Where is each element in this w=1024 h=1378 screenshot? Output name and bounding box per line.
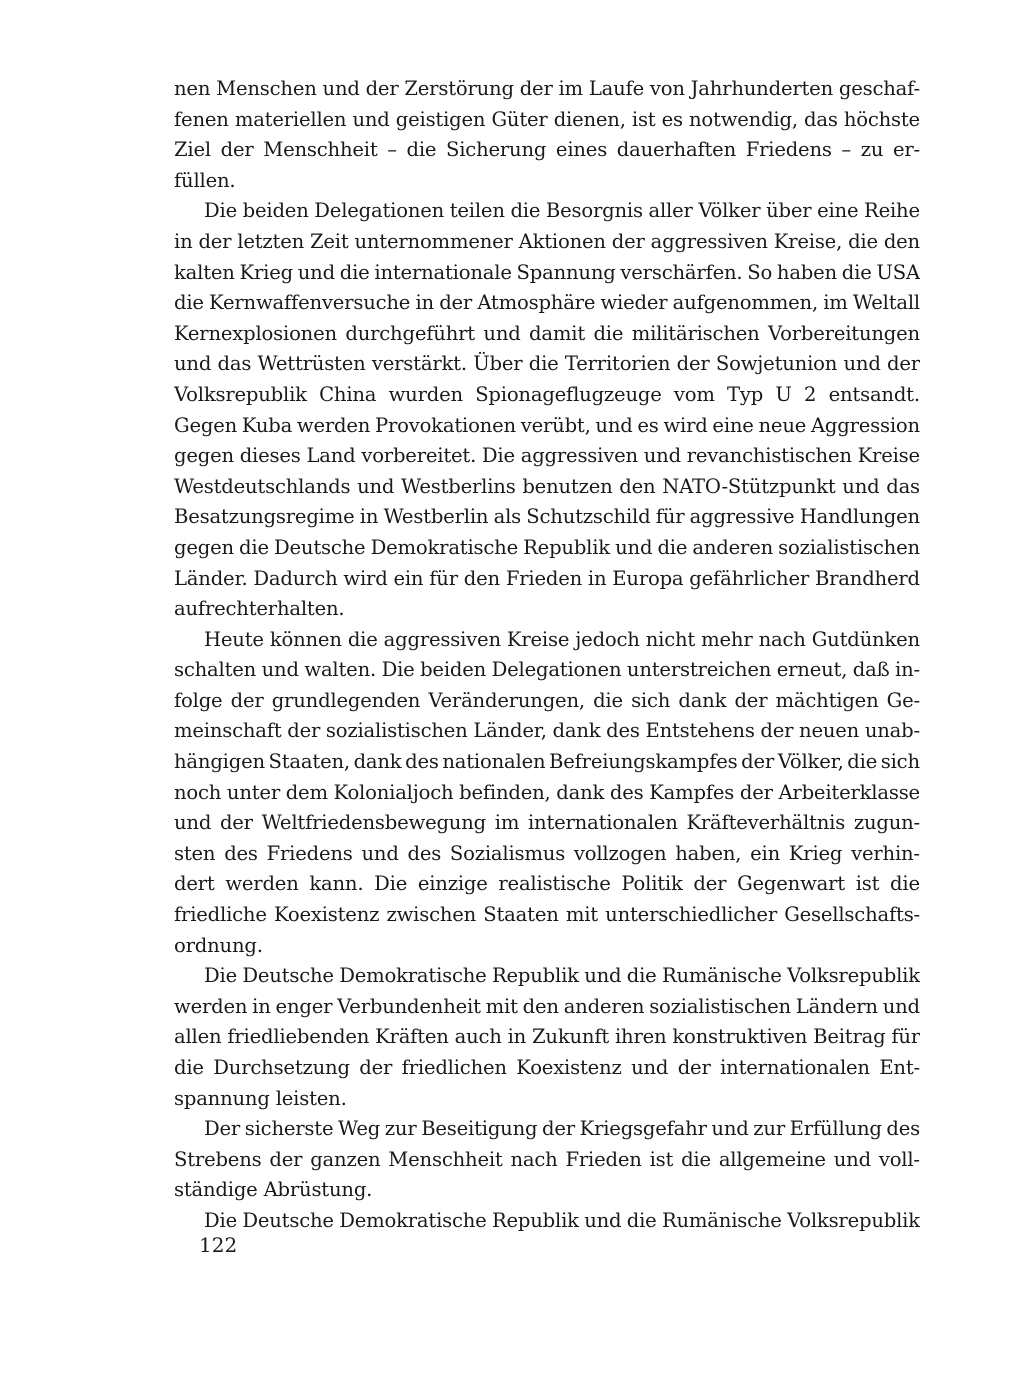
paragraph — [174, 961, 920, 1114]
text-line: allen friedliebenden Kräften auch in Zukunft ihren konstruktiven Beitrag für — [174, 1025, 920, 1049]
text-line: hängigen Staaten, dank des nationalen Befreiungskampfes der Völker, die sich — [174, 750, 920, 774]
paragraph — [174, 74, 920, 196]
text-line: Die Deutsche Demokratische Republik und die Rumänische Volksrepublik — [204, 964, 920, 988]
paragraph — [174, 625, 920, 962]
text-line: dert werden kann. Die einzige realistische Politik der Gegenwart ist die — [174, 872, 920, 896]
text-line: spannung leisten. — [174, 1086, 347, 1110]
body-text — [174, 74, 920, 1237]
text-line: schalten und walten. Die beiden Delegationen unterstreichen erneut, daß in- — [174, 658, 920, 682]
text-line: Die beiden Delegationen teilen die Besorgnis aller Völker über eine Reihe — [204, 199, 920, 223]
text-line: Besatzungsregime in Westberlin als Schutzschild für aggressive Handlungen — [174, 505, 920, 529]
text-line: Der sicherste Weg zur Beseitigung der Kriegsgefahr und zur Erfüllung des — [204, 1117, 920, 1141]
text-line: noch unter dem Kolonialjoch befinden, dank des Kampfes der Arbeiterklasse — [174, 780, 920, 804]
paragraph — [174, 1114, 920, 1206]
text-line: Heute können die aggressiven Kreise jedoch nicht mehr nach Gutdünken — [204, 627, 920, 651]
text-line: Länder. Dadurch wird ein für den Frieden in Europa gefährlicher Brandherd — [174, 566, 920, 590]
text-line: und der Weltfriedensbewegung im internationalen Kräfteverhältnis zugun- — [174, 811, 920, 835]
text-line: kalten Krieg und die internationale Spannung verschärfen. So haben die USA — [174, 260, 920, 284]
text-line: friedliche Koexistenz zwischen Staaten mit unterschiedlicher Gesellschafts- — [174, 903, 920, 927]
text-line: Volksrepublik China wurden Spionageflugzeuge vom Typ U 2 entsandt. — [174, 382, 920, 406]
text-line: Gegen Kuba werden Provokationen verübt, und es wird eine neue Aggression — [174, 413, 920, 437]
text-line: und das Wettrüsten verstärkt. Über die Territorien der Sowjetunion und der — [174, 352, 920, 376]
text-line: füllen. — [174, 168, 236, 192]
text-line: die Kernwaffenversuche in der Atmosphäre wieder aufgenommen, im Weltall — [174, 291, 920, 315]
text-line: fenen materiellen und geistigen Güter dienen, ist es notwendig, das höchste — [174, 107, 920, 131]
text-line: Strebens der ganzen Menschheit nach Frieden ist die allgemeine und voll- — [174, 1147, 920, 1171]
text-line: Ziel der Menschheit – die Sicherung eines dauerhaften Friedens – zu er- — [174, 138, 920, 162]
text-line: gegen die Deutsche Demokratische Republik und die anderen sozialistischen — [174, 535, 920, 559]
text-line: meinschaft der sozialistischen Länder, dank des Entstehens der neuen unab- — [174, 719, 920, 743]
text-line: sten des Friedens und des Sozialismus vollzogen haben, ein Krieg verhin- — [174, 841, 920, 865]
paragraph — [174, 1206, 920, 1237]
text-line: die Durchsetzung der friedlichen Koexistenz und der internationalen Ent- — [174, 1056, 920, 1079]
text-line: nen Menschen und der Zerstörung der im Laufe von Jahrhunderten geschaf- — [174, 77, 920, 100]
text-line: Kernexplosionen durchgeführt und damit die militärischen Vorbereitungen — [174, 321, 920, 345]
text-line: ständige Abrüstung. — [174, 1178, 373, 1202]
page-number: 122 — [199, 1233, 238, 1257]
text-line: gegen dieses Land vorbereitet. Die aggressiven und revanchistischen Kreise — [174, 444, 920, 468]
text-line: ordnung. — [174, 933, 263, 957]
paragraph — [174, 196, 920, 624]
text-line: werden in enger Verbundenheit mit den anderen sozialistischen Ländern und — [174, 994, 920, 1018]
text-line: folge der grundlegenden Veränderungen, die sich dank der mächtigen Ge- — [174, 688, 920, 712]
text-line: Westdeutschlands und Westberlins benutzen den NATO-Stützpunkt und das — [174, 474, 920, 498]
text-line: Die Deutsche Demokratische Republik und die Rumänische Volksrepublik — [204, 1208, 920, 1232]
text-line: in der letzten Zeit unternommener Aktionen der aggressiven Kreise, die den — [174, 229, 920, 253]
text-line: aufrechterhalten. — [174, 597, 345, 621]
